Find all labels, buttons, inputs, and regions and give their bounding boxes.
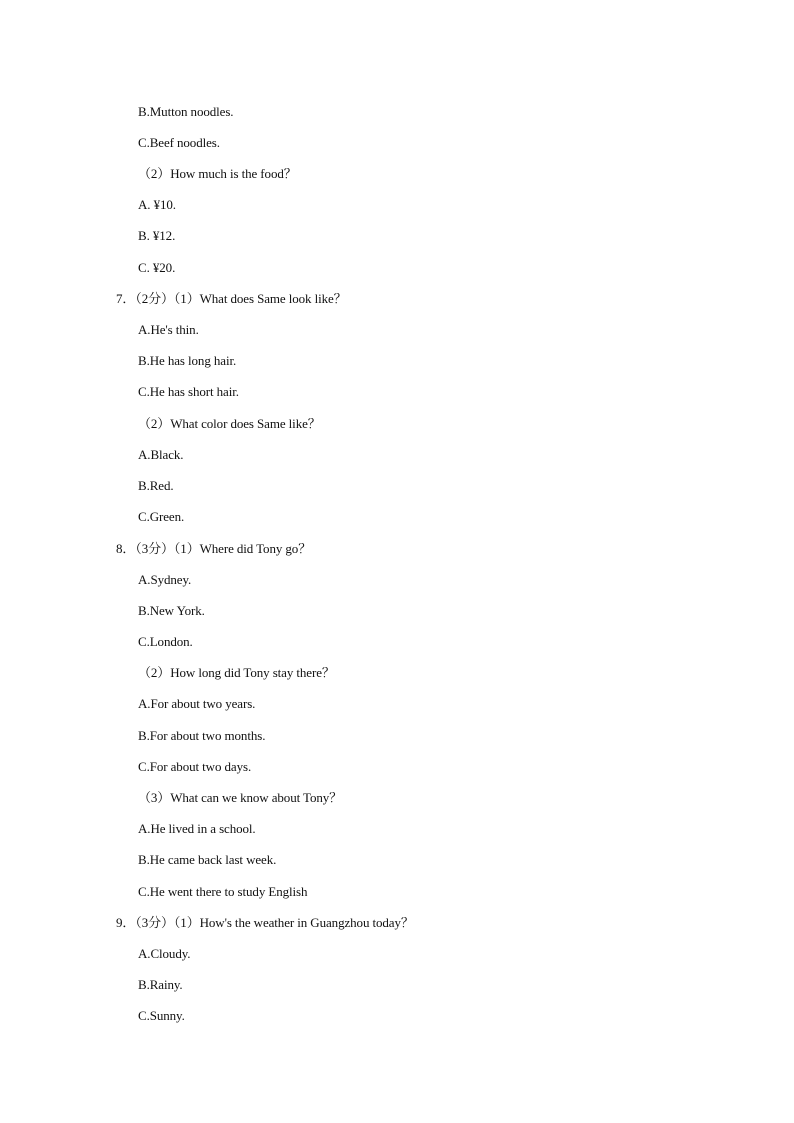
option-a-cloudy: A.Cloudy. (138, 946, 191, 961)
option-a-black: A.Black. (138, 447, 184, 462)
option-c-short-hair: C.He has short hair. (138, 384, 239, 399)
sub-question-7-2: （2）What color does Same like？ (138, 416, 321, 431)
option-b-two-months: B.For about two months. (138, 728, 266, 743)
option-b-mutton-noodles: B.Mutton noodles. (138, 104, 234, 119)
question-8: 8．（3分）（1）Where did Tony go？ (116, 541, 312, 556)
question-9: 9．（3分）（1）How's the weather in Guangzhou today？ (116, 915, 414, 930)
option-b-new-york: B.New York. (138, 603, 205, 618)
option-c-beef-noodles: C.Beef noodles. (138, 135, 220, 150)
option-c-sunny: C.Sunny. (138, 1008, 185, 1023)
option-c-green: C.Green. (138, 509, 185, 524)
option-a-thin: A.He's thin. (138, 322, 199, 337)
option-a-lived-in-school: A.He lived in a school. (138, 821, 256, 836)
option-c-two-days: C.For about two days. (138, 759, 252, 774)
option-b-red: B.Red. (138, 478, 174, 493)
option-c-20: C. ¥20. (138, 260, 176, 275)
option-c-study-english: C.He went there to study English (138, 884, 308, 899)
option-b-long-hair: B.He has long hair. (138, 353, 237, 368)
sub-question-8-2: （2）How long did Tony stay there？ (138, 665, 335, 680)
option-a-two-years: A.For about two years. (138, 696, 256, 711)
option-b-12: B. ¥12. (138, 228, 176, 243)
option-c-london: C.London. (138, 634, 193, 649)
sub-question-8-3: （3）What can we know about Tony？ (138, 790, 343, 805)
option-b-rainy: B.Rainy. (138, 977, 183, 992)
option-a-sydney: A.Sydney. (138, 572, 192, 587)
option-b-came-back: B.He came back last week. (138, 852, 277, 867)
sub-question-6-2: （2）How much is the food？ (138, 166, 297, 181)
question-7: 7．（2分）（1）What does Same look like？ (116, 291, 347, 306)
option-a-10: A. ¥10. (138, 197, 176, 212)
